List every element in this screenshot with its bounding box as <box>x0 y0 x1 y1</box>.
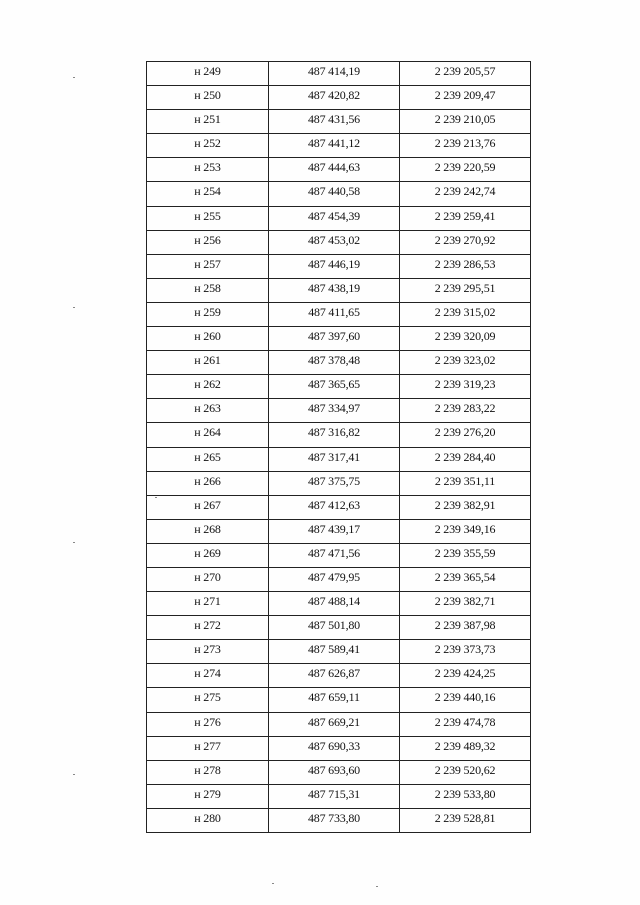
x-coordinate-cell: 487 488,14 <box>269 592 400 616</box>
x-coordinate-cell: 487 378,48 <box>269 351 400 375</box>
table-row <box>147 86 531 110</box>
table-row <box>147 808 531 832</box>
y-coordinate-cell: 2 239 365,54 <box>400 567 531 591</box>
y-coordinate-cell: 2 239 424,25 <box>400 664 531 688</box>
y-coordinate-cell: 2 239 320,09 <box>400 327 531 351</box>
x-coordinate-cell: 487 626,87 <box>269 664 400 688</box>
x-coordinate-cell: 487 690,33 <box>269 736 400 760</box>
scan-speck <box>73 77 75 78</box>
y-coordinate-cell: 2 239 440,16 <box>400 688 531 712</box>
point-number-cell: н 268 <box>147 519 269 543</box>
y-coordinate-cell: 2 239 284,40 <box>400 447 531 471</box>
table-row <box>147 254 531 278</box>
table-row <box>147 375 531 399</box>
point-number-cell: н 266 <box>147 471 269 495</box>
x-coordinate-cell: 487 440,58 <box>269 182 400 206</box>
x-coordinate-cell: 487 659,11 <box>269 688 400 712</box>
point-number-cell: н 260 <box>147 327 269 351</box>
y-coordinate-cell: 2 239 382,91 <box>400 495 531 519</box>
y-coordinate-cell: 2 239 355,59 <box>400 543 531 567</box>
x-coordinate-cell: 487 453,02 <box>269 230 400 254</box>
point-number-cell: н 280 <box>147 808 269 832</box>
x-coordinate-cell: 487 439,17 <box>269 519 400 543</box>
point-number-cell: н 274 <box>147 664 269 688</box>
table-row <box>147 664 531 688</box>
x-coordinate-cell: 487 397,60 <box>269 327 400 351</box>
point-number-cell: н 254 <box>147 182 269 206</box>
y-coordinate-cell: 2 239 209,47 <box>400 86 531 110</box>
point-number-cell: н 276 <box>147 712 269 736</box>
x-coordinate-cell: 487 589,41 <box>269 640 400 664</box>
x-coordinate-cell: 487 411,65 <box>269 302 400 326</box>
scan-speck <box>73 774 75 775</box>
table-row <box>147 302 531 326</box>
scan-speck <box>73 307 75 308</box>
x-coordinate-cell: 487 317,41 <box>269 447 400 471</box>
y-coordinate-cell: 2 239 210,05 <box>400 110 531 134</box>
y-coordinate-cell: 2 239 382,71 <box>400 592 531 616</box>
x-coordinate-cell: 487 715,31 <box>269 784 400 808</box>
x-coordinate-cell: 487 334,97 <box>269 399 400 423</box>
point-number-cell: н 251 <box>147 110 269 134</box>
y-coordinate-cell: 2 239 213,76 <box>400 134 531 158</box>
x-coordinate-cell: 487 420,82 <box>269 86 400 110</box>
table-row <box>147 351 531 375</box>
x-coordinate-cell: 487 431,56 <box>269 110 400 134</box>
y-coordinate-cell: 2 239 270,92 <box>400 230 531 254</box>
table-row <box>147 495 531 519</box>
y-coordinate-cell: 2 239 489,32 <box>400 736 531 760</box>
y-coordinate-cell: 2 239 533,80 <box>400 784 531 808</box>
point-number-cell: н 257 <box>147 254 269 278</box>
point-number-cell: н 273 <box>147 640 269 664</box>
x-coordinate-cell: 487 669,21 <box>269 712 400 736</box>
y-coordinate-cell: 2 239 295,51 <box>400 278 531 302</box>
x-coordinate-cell: 487 501,80 <box>269 616 400 640</box>
table-row <box>147 182 531 206</box>
point-number-cell: н 264 <box>147 423 269 447</box>
point-number-cell: н 261 <box>147 351 269 375</box>
table-row <box>147 327 531 351</box>
point-number-cell: н 278 <box>147 760 269 784</box>
point-number-cell: н 270 <box>147 567 269 591</box>
table-row <box>147 567 531 591</box>
table-row <box>147 760 531 784</box>
table-row <box>147 423 531 447</box>
x-coordinate-cell: 487 316,82 <box>269 423 400 447</box>
y-coordinate-cell: 2 239 276,20 <box>400 423 531 447</box>
y-coordinate-cell: 2 239 351,11 <box>400 471 531 495</box>
point-number-cell: н 255 <box>147 206 269 230</box>
table-row <box>147 784 531 808</box>
table-row <box>147 543 531 567</box>
table-row <box>147 688 531 712</box>
x-coordinate-cell: 487 454,39 <box>269 206 400 230</box>
y-coordinate-cell: 2 239 259,41 <box>400 206 531 230</box>
x-coordinate-cell: 487 733,80 <box>269 808 400 832</box>
y-coordinate-cell: 2 239 205,57 <box>400 62 531 86</box>
table-row <box>147 134 531 158</box>
point-number-cell: н 262 <box>147 375 269 399</box>
point-number-cell: н 279 <box>147 784 269 808</box>
point-number-cell: н 253 <box>147 158 269 182</box>
table-row <box>147 640 531 664</box>
y-coordinate-cell: 2 239 528,81 <box>400 808 531 832</box>
x-coordinate-cell: 487 479,95 <box>269 567 400 591</box>
table-row <box>147 230 531 254</box>
point-number-cell: н 249 <box>147 62 269 86</box>
point-number-cell: н 265 <box>147 447 269 471</box>
coordinates-table <box>146 61 531 833</box>
point-number-cell: н 272 <box>147 616 269 640</box>
table-row <box>147 62 531 86</box>
x-coordinate-cell: 487 375,75 <box>269 471 400 495</box>
y-coordinate-cell: 2 239 349,16 <box>400 519 531 543</box>
point-number-cell: н 269 <box>147 543 269 567</box>
y-coordinate-cell: 2 239 220,59 <box>400 158 531 182</box>
scan-speck <box>155 497 157 498</box>
point-number-cell: н 256 <box>147 230 269 254</box>
point-number-cell: н 267 <box>147 495 269 519</box>
x-coordinate-cell: 487 446,19 <box>269 254 400 278</box>
point-number-cell: н 271 <box>147 592 269 616</box>
scan-speck <box>73 542 75 543</box>
y-coordinate-cell: 2 239 242,74 <box>400 182 531 206</box>
table-row <box>147 399 531 423</box>
point-number-cell: н 250 <box>147 86 269 110</box>
point-number-cell: н 263 <box>147 399 269 423</box>
y-coordinate-cell: 2 239 315,02 <box>400 302 531 326</box>
y-coordinate-cell: 2 239 520,62 <box>400 760 531 784</box>
x-coordinate-cell: 487 471,56 <box>269 543 400 567</box>
x-coordinate-cell: 487 438,19 <box>269 278 400 302</box>
y-coordinate-cell: 2 239 286,53 <box>400 254 531 278</box>
point-number-cell: н 277 <box>147 736 269 760</box>
point-number-cell: н 258 <box>147 278 269 302</box>
table-row <box>147 712 531 736</box>
x-coordinate-cell: 487 412,63 <box>269 495 400 519</box>
scan-speck <box>272 883 274 884</box>
table-row <box>147 158 531 182</box>
point-number-cell: н 252 <box>147 134 269 158</box>
x-coordinate-cell: 487 444,63 <box>269 158 400 182</box>
x-coordinate-cell: 487 414,19 <box>269 62 400 86</box>
table-row <box>147 447 531 471</box>
y-coordinate-cell: 2 239 474,78 <box>400 712 531 736</box>
point-number-cell: н 275 <box>147 688 269 712</box>
table-row <box>147 471 531 495</box>
table-row <box>147 736 531 760</box>
point-number-cell: н 259 <box>147 302 269 326</box>
x-coordinate-cell: 487 441,12 <box>269 134 400 158</box>
y-coordinate-cell: 2 239 387,98 <box>400 616 531 640</box>
scan-speck <box>376 886 378 887</box>
x-coordinate-cell: 487 365,65 <box>269 375 400 399</box>
y-coordinate-cell: 2 239 319,23 <box>400 375 531 399</box>
table-row <box>147 519 531 543</box>
x-coordinate-cell: 487 693,60 <box>269 760 400 784</box>
table-row <box>147 592 531 616</box>
table-row <box>147 110 531 134</box>
table-row <box>147 206 531 230</box>
y-coordinate-cell: 2 239 373,73 <box>400 640 531 664</box>
coordinates-table-body <box>147 62 531 833</box>
y-coordinate-cell: 2 239 323,02 <box>400 351 531 375</box>
y-coordinate-cell: 2 239 283,22 <box>400 399 531 423</box>
table-row <box>147 278 531 302</box>
table-row <box>147 616 531 640</box>
